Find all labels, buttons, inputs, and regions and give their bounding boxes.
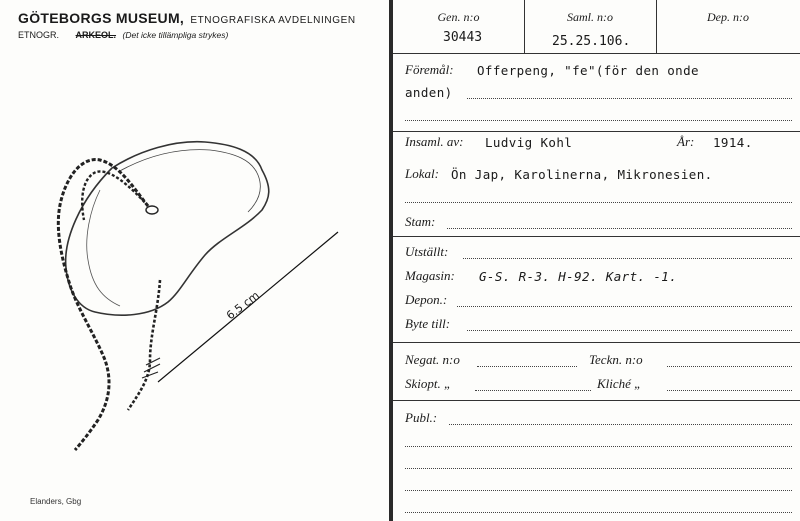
blank-row (405, 452, 792, 474)
section-separator (393, 400, 800, 401)
dotted-line (405, 512, 792, 513)
publ-row (405, 408, 792, 430)
dotted-line (467, 98, 792, 99)
card-right-panel (393, 0, 800, 521)
dotted-line (475, 390, 591, 391)
strike-note: (Det icke tillämpliga strykes) (122, 30, 229, 40)
dep-number-cell (656, 0, 800, 54)
blank-row (405, 186, 792, 208)
section-separator (393, 342, 800, 343)
dotted-line (405, 202, 792, 203)
depon-row (405, 290, 792, 312)
gen-number-label: Gen. n:o (437, 10, 480, 24)
stam-row (405, 212, 792, 234)
magasin-label: Magasin: (405, 268, 455, 283)
dotted-line (449, 424, 792, 425)
publ-label: Publ.: (405, 410, 438, 425)
foremal-row-2 (405, 82, 792, 104)
museum-name: GÖTEBORGS MUSEUM, (18, 10, 185, 26)
utstallt-label: Utställt: (405, 244, 449, 259)
foremal-value-2: anden) (405, 85, 453, 100)
negat-label: Negat. n:o (405, 352, 460, 367)
blank-row (405, 474, 792, 496)
negat-row (405, 350, 792, 372)
foremal-value: Offerpeng, "fe"(för den onde (477, 63, 699, 78)
kliche-label: Kliché „ (597, 376, 642, 391)
dotted-line (405, 468, 792, 469)
stone-hole (146, 206, 158, 214)
gen-number-cell (393, 0, 525, 54)
struck-section-label: ARKEOL. (75, 30, 117, 40)
skiopt-label: Skiopt. „ (405, 376, 452, 391)
saml-number-label: Saml. n:o (567, 10, 613, 24)
lokal-value: Ön Jap, Karolinerna, Mikronesien. (451, 167, 713, 182)
printer-imprint: Elanders, Gbg (30, 497, 82, 506)
dep-number-label: Dep. n:o (707, 10, 749, 24)
teckn-label: Teckn. n:o (589, 352, 643, 367)
saml-number-value: 25.25.106. (552, 34, 631, 49)
magasin-row (405, 266, 792, 288)
stone-outline (66, 142, 269, 315)
lokal-label: Lokal: (405, 166, 439, 181)
insaml-label: Insaml. av: (405, 134, 464, 149)
saml-number-cell (524, 0, 657, 54)
dotted-line (477, 366, 577, 367)
insaml-value: Ludvig Kohl (485, 135, 573, 150)
ar-value: 1914. (713, 135, 753, 150)
foremal-label: Föremål: (405, 62, 454, 77)
byte-row (405, 314, 792, 336)
blank-row (405, 496, 792, 518)
blank-row (405, 104, 792, 126)
cord (58, 160, 148, 450)
card-left-panel (0, 0, 388, 521)
dotted-line (447, 228, 792, 229)
etnogr-label: ETNOGR. (18, 30, 60, 40)
gen-number-value: 30443 (443, 30, 483, 45)
dotted-line (667, 390, 792, 391)
museum-heading (18, 10, 356, 26)
foremal-row (405, 60, 792, 82)
object-sketch (0, 120, 388, 460)
section-line (18, 30, 228, 40)
depon-label: Depon.: (405, 292, 448, 307)
insaml-row (405, 132, 792, 154)
dotted-line (667, 366, 792, 367)
dotted-line (405, 446, 792, 447)
dotted-line (405, 490, 792, 491)
byte-label: Byte till: (405, 316, 451, 331)
skiopt-row (405, 374, 792, 396)
dotted-line (463, 258, 792, 259)
stam-label: Stam: (405, 214, 436, 229)
dotted-line (467, 330, 792, 331)
lokal-row (405, 164, 792, 186)
dotted-line (457, 306, 792, 307)
utstallt-row (405, 242, 792, 264)
department-name: ETNOGRAFISKA AVDELNINGEN (190, 15, 356, 26)
dotted-line (405, 120, 792, 121)
blank-row (405, 430, 792, 452)
section-separator (393, 236, 800, 237)
scale-label: 6.5 cm (224, 288, 262, 323)
magasin-value: G-S. R-3. H-92. Kart. -1. (479, 269, 678, 284)
ar-label: År: (677, 134, 695, 149)
